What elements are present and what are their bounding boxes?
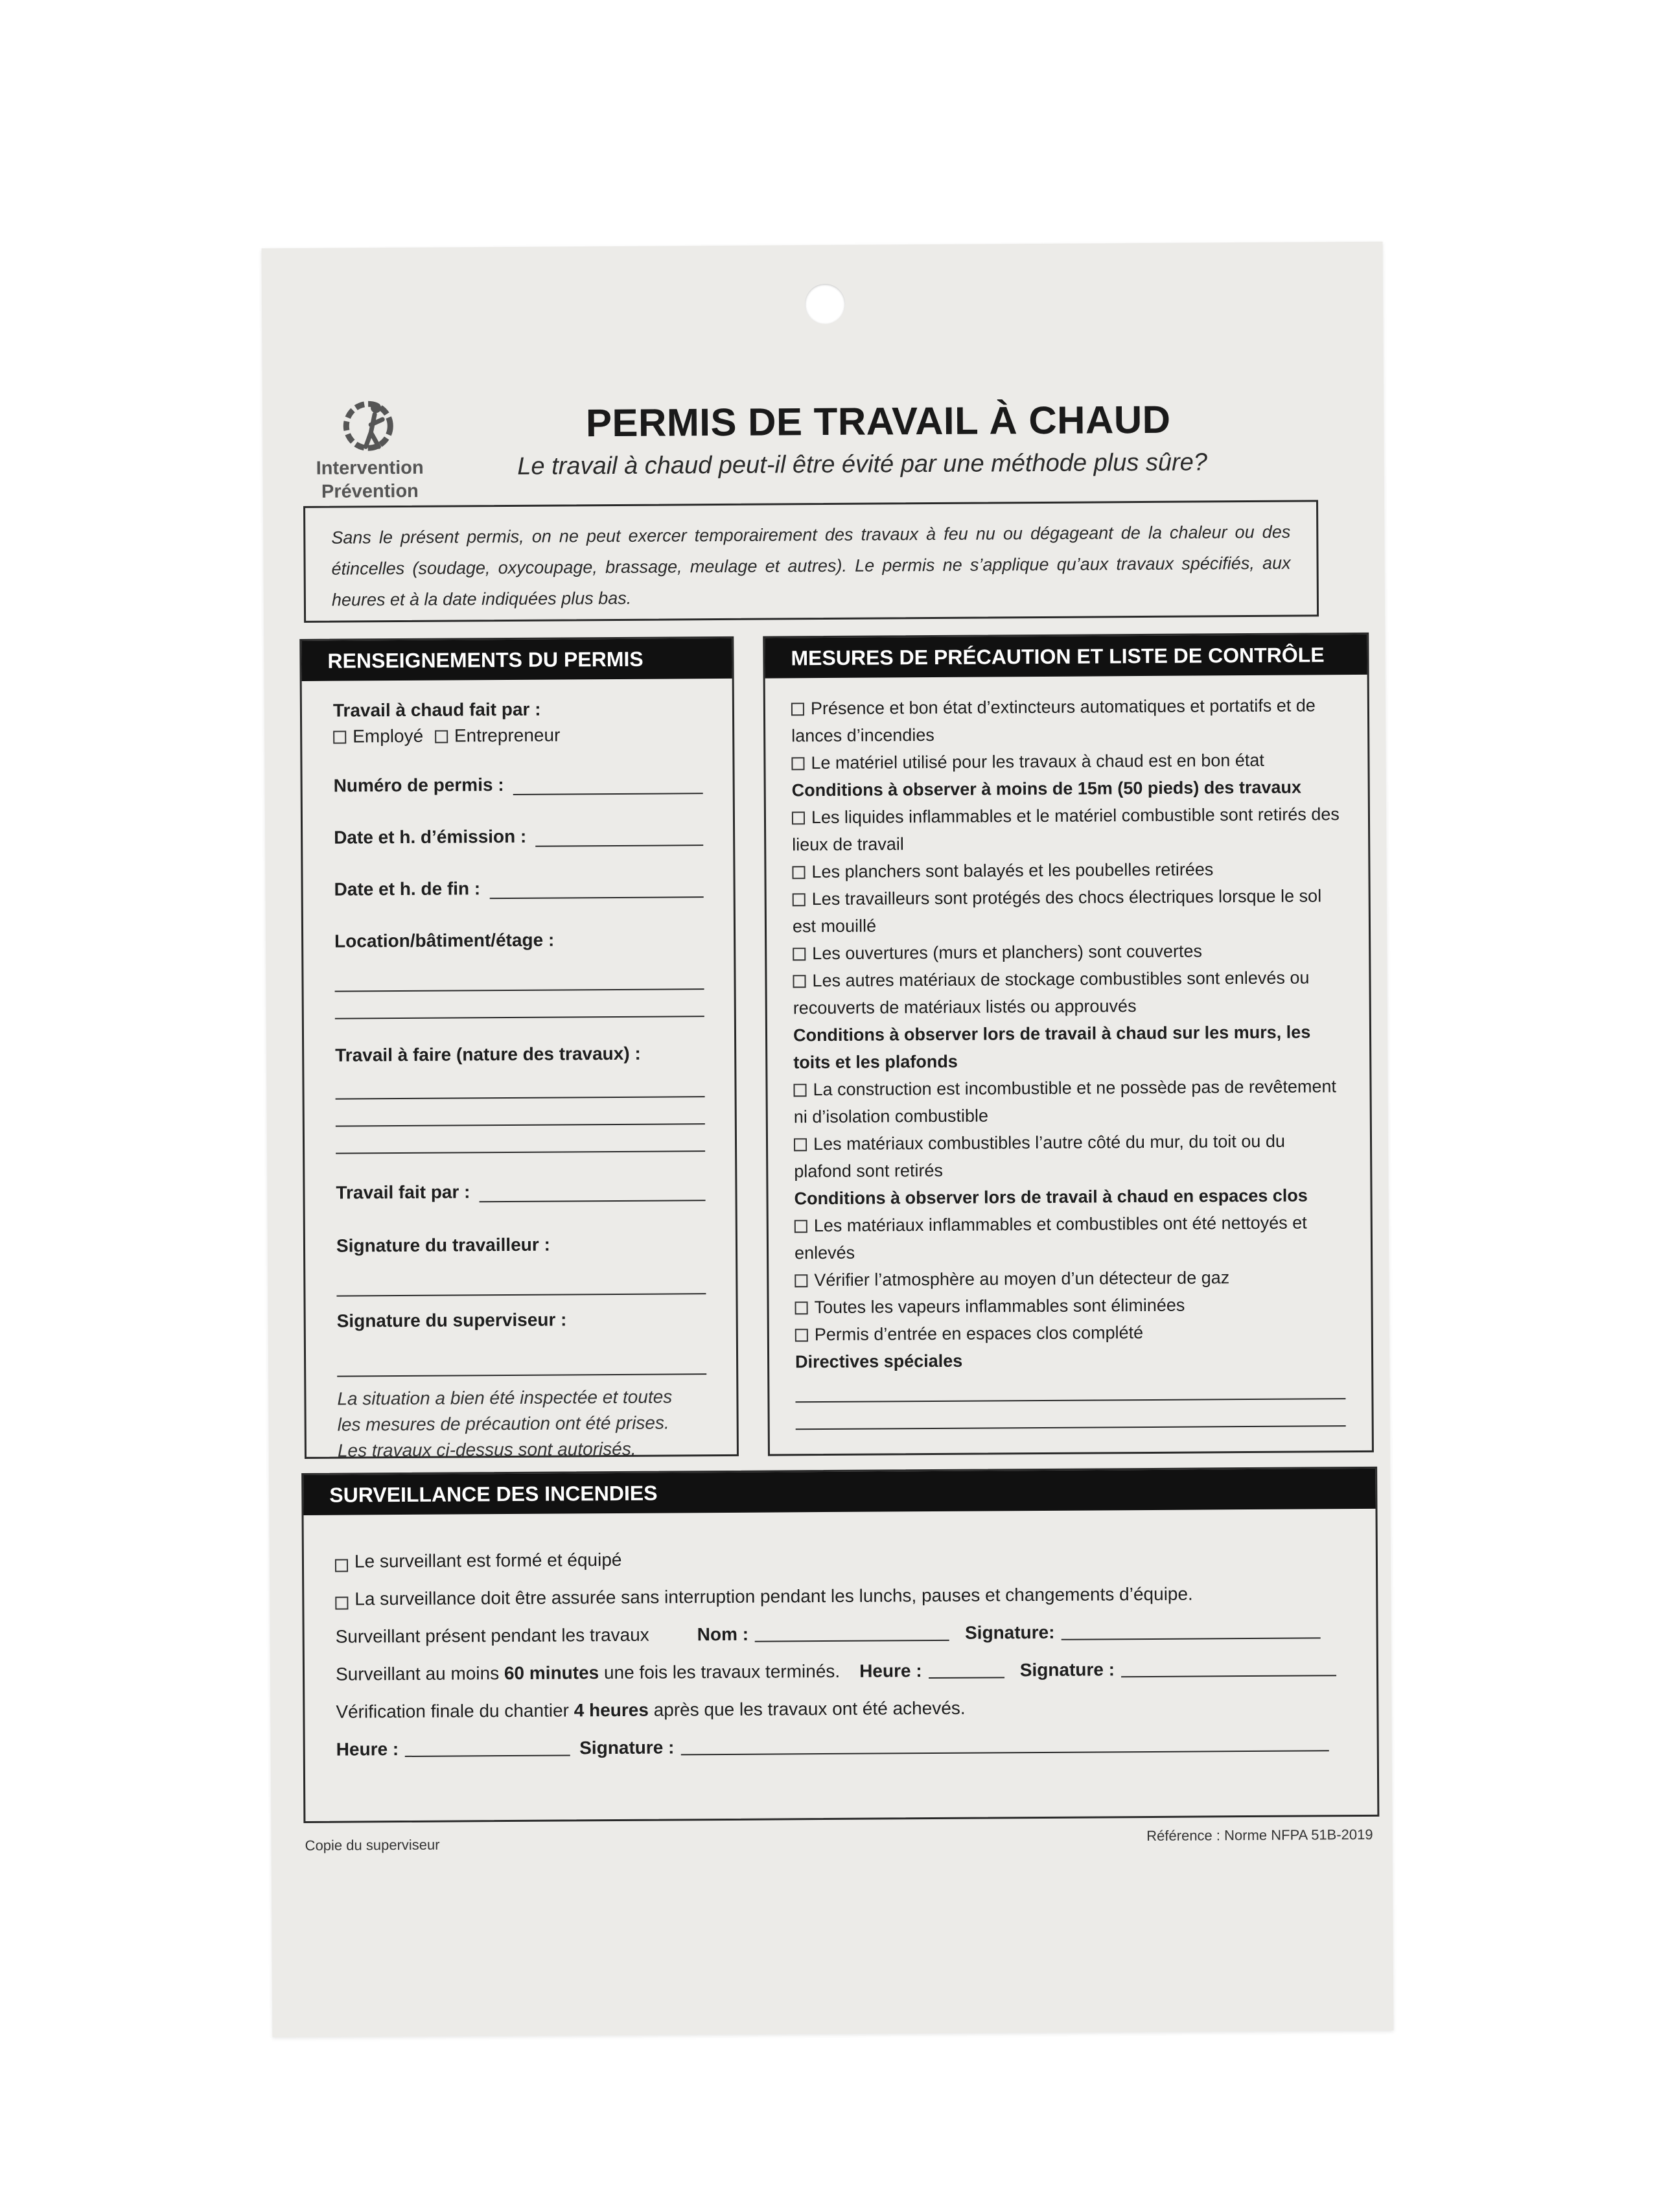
fire-watch-header: SURVEILLANCE DES INCENDIES <box>303 1469 1375 1515</box>
watch-present-label: Surveillant présent pendant les travaux <box>335 1624 649 1647</box>
permit-info-header: RENSEIGNEMENTS DU PERMIS <box>301 638 732 681</box>
checkbox[interactable] <box>793 975 806 988</box>
checklist-item-text: Permis d’entrée en espaces clos complété <box>814 1323 1144 1345</box>
checklist-item-text: Les liquides inflammables et le matériel combustible sont retirés des lieux de travail <box>792 804 1340 855</box>
checkbox[interactable] <box>795 1220 807 1233</box>
permit-number-label: Numéro de permis : <box>333 774 504 796</box>
sixty-bold: 60 minutes <box>504 1662 599 1684</box>
signature-input-a[interactable] <box>1061 1623 1320 1640</box>
authorization-note-line-3: Les travaux ci-dessus sont autorisés. <box>337 1438 636 1461</box>
reference-label: Référence : Norme NFPA 51B-2019 <box>1146 1826 1373 1845</box>
permit-info-section <box>299 636 739 1459</box>
checklist-item-text: Les matériaux inflammables et combustibles ont été nettoyés et enlevés <box>794 1213 1307 1263</box>
checklist-item-text: Vérifier l’atmosphère au moyen d’un détecteur de gaz <box>814 1268 1230 1290</box>
checklist-item <box>793 1073 1343 1130</box>
sixty-suffix: une fois les travaux terminés. <box>603 1660 841 1683</box>
hour-label: Heure : <box>859 1660 922 1681</box>
sixty-minutes-row <box>336 1641 1345 1685</box>
checklist-item-text: Les ouvertures (murs et planchers) sont couvertes <box>812 941 1203 964</box>
authorization-note-line-2: les mesures de précaution ont été prises. <box>337 1412 669 1435</box>
done-by-options <box>333 721 702 749</box>
end-date-field <box>334 877 704 900</box>
checklist-item <box>794 1127 1344 1185</box>
special-directives-line-1[interactable] <box>795 1372 1345 1403</box>
hour-input[interactable] <box>929 1662 1004 1679</box>
checklist-item-text: Toutes les vapeurs inflammables sont éliminées <box>814 1295 1185 1318</box>
continuous-watch-label: La surveillance doit être assurée sans interruption pendant les lunchs, pauses et changements d’équipe. <box>354 1583 1193 1609</box>
fire-watch-check-1 <box>335 1528 1345 1572</box>
punch-hole <box>805 284 845 324</box>
checklist-item <box>793 937 1343 967</box>
special-directives-line-2[interactable] <box>795 1399 1345 1430</box>
logo <box>301 393 438 504</box>
worker-signature-label: Signature du travailleur : <box>336 1234 550 1256</box>
location-input-line-2[interactable] <box>335 990 704 1019</box>
continuous-watch-checkbox[interactable] <box>335 1597 348 1610</box>
final-bold: 4 heures <box>574 1699 649 1721</box>
done-by-label: Travail à chaud fait par : <box>332 699 541 721</box>
checklist-item <box>791 692 1341 749</box>
work-input-line-2[interactable] <box>336 1097 705 1126</box>
checklist-item-text: Les travailleurs sont protégés des chocs électriques lorsque le sol est mouillé <box>792 886 1322 937</box>
intervention-prevention-logo-icon <box>337 393 402 456</box>
final-check-row <box>336 1679 1345 1723</box>
checkbox[interactable] <box>793 1084 806 1097</box>
trained-label: Le surveillant est formé et équipé <box>354 1549 622 1572</box>
checklist-item <box>795 1209 1345 1266</box>
logo-line-1: Intervention <box>316 457 424 479</box>
checklist-item <box>795 1290 1345 1321</box>
work-label: Travail à faire (nature des travaux) : <box>335 1043 641 1065</box>
logo-line-2: Prévention <box>321 480 419 502</box>
supervisor-signature-input[interactable] <box>337 1347 706 1377</box>
employee-label: Employé <box>353 725 424 747</box>
signature-label-b: Signature : <box>1019 1659 1115 1681</box>
final-signature-row <box>336 1716 1345 1760</box>
page-title: PERMIS DE TRAVAIL À CHAUD <box>585 397 1171 445</box>
condition-heading: Conditions à observer lors de travail à chaud sur les murs, les toits et les plafonds <box>793 1022 1311 1073</box>
checklist-item <box>791 746 1341 776</box>
permit-form-sheet <box>262 242 1394 2038</box>
hour-input-2[interactable] <box>405 1740 570 1757</box>
work-input-line-1[interactable] <box>335 1070 704 1099</box>
fire-watch-section <box>301 1467 1379 1823</box>
fire-watch-check-2 <box>335 1566 1345 1610</box>
checkbox[interactable] <box>793 948 806 960</box>
precautions-section <box>763 633 1374 1456</box>
trained-checkbox[interactable] <box>335 1559 348 1572</box>
name-label: Nom : <box>697 1624 749 1645</box>
issue-date-field <box>334 825 703 848</box>
worker-signature-input[interactable] <box>336 1267 706 1296</box>
final-prefix: Vérification finale du chantier <box>336 1700 570 1722</box>
sixty-prefix: Surveillant au moins <box>335 1663 500 1684</box>
issue-date-label: Date et h. d’émission : <box>334 826 527 848</box>
checklist-item <box>792 855 1342 885</box>
checklist-item-text: Le matériel utilisé pour les travaux à chaud est en bon état <box>811 750 1264 773</box>
checkbox[interactable] <box>792 866 805 879</box>
checklist-item-text: La construction est incombustible et ne possède pas de revêtement ni d’isolation combustible <box>793 1077 1337 1127</box>
checklist-item <box>792 800 1342 858</box>
checklist-item-text: Présence et bon état d’extincteurs automatiques et portatifs et de lances d’incendies <box>791 695 1316 746</box>
end-date-label: Date et h. de fin : <box>334 878 481 900</box>
hour-label-2: Heure : <box>336 1739 399 1760</box>
checklist-item-text: Les autres matériaux de stockage combustibles sont enlevés ou recouverts de matériaux listés ou approuvés <box>793 968 1310 1018</box>
signature-label-c: Signature : <box>579 1737 675 1758</box>
checklist-item-text: Les planchers sont balayés et les poubelles retirées <box>811 859 1214 882</box>
checklist-item <box>795 1318 1345 1348</box>
condition-heading: Conditions à observer à moins de 15m (50 pieds) des travaux <box>791 777 1302 800</box>
checklist-item-text: Les matériaux combustibles l’autre côté du mur, du toit ou du plafond sont retirés <box>794 1131 1286 1182</box>
checkbox[interactable] <box>792 811 805 824</box>
contractor-checkbox[interactable] <box>435 730 448 743</box>
permit-number-field <box>334 773 703 796</box>
signature-label-a: Signature: <box>964 1622 1055 1643</box>
employee-checkbox[interactable] <box>333 731 346 744</box>
page-subtitle: Le travail à chaud peut-il être évité par une méthode plus sûre? <box>517 448 1208 480</box>
supervisor-signature-label: Signature du superviseur : <box>336 1309 567 1331</box>
issue-date-input[interactable] <box>535 830 703 847</box>
checkbox[interactable] <box>795 1329 808 1342</box>
work-input-line-3[interactable] <box>336 1124 705 1154</box>
authorization-note <box>337 1384 707 1463</box>
checklist-item <box>795 1263 1345 1294</box>
checkbox[interactable] <box>791 757 804 770</box>
checkbox[interactable] <box>791 703 804 716</box>
work-by-input[interactable] <box>479 1185 705 1202</box>
contractor-label: Entrepreneur <box>454 725 561 746</box>
checkbox[interactable] <box>795 1274 807 1287</box>
authorization-note-line-1: La situation a bien été inspectée et toutes <box>337 1386 673 1409</box>
checklist-item <box>793 964 1343 1021</box>
final-suffix: après que les travaux ont été achevés. <box>653 1697 966 1720</box>
work-by-field <box>336 1180 705 1203</box>
copy-label: Copie du superviseur <box>305 1836 440 1854</box>
checkbox[interactable] <box>795 1301 808 1314</box>
name-input[interactable] <box>755 1625 949 1642</box>
signature-input-b[interactable] <box>1121 1660 1336 1677</box>
intro-text: Sans le présent permis, on ne peut exercer temporairement des travaux à feu nu ou dégageant de la chaleur ou des étincelles (soudage, oxycoupage, brassage, meulage et autres). Le permis ne s’applique qu’aux travaux spécifiés, aux heures et à la date indiquées plus bas. <box>303 500 1319 623</box>
special-directives-label: Directives spéciales <box>795 1351 963 1372</box>
work-by-label: Travail fait par : <box>336 1182 470 1203</box>
location-label: Location/bâtiment/étage : <box>334 929 555 951</box>
signature-input-c[interactable] <box>680 1736 1328 1755</box>
condition-heading: Conditions à observer lors de travail à chaud en espaces clos <box>794 1185 1308 1209</box>
checklist-item <box>793 882 1343 940</box>
precautions-header: MESURES DE PRÉCAUTION ET LISTE DE CONTRÔLE <box>765 634 1367 679</box>
permit-number-input[interactable] <box>513 778 703 795</box>
checkbox[interactable] <box>793 893 806 906</box>
watch-present-row <box>335 1603 1345 1647</box>
checkbox[interactable] <box>794 1138 807 1151</box>
end-date-input[interactable] <box>489 882 704 899</box>
location-input-line-1[interactable] <box>334 962 704 992</box>
